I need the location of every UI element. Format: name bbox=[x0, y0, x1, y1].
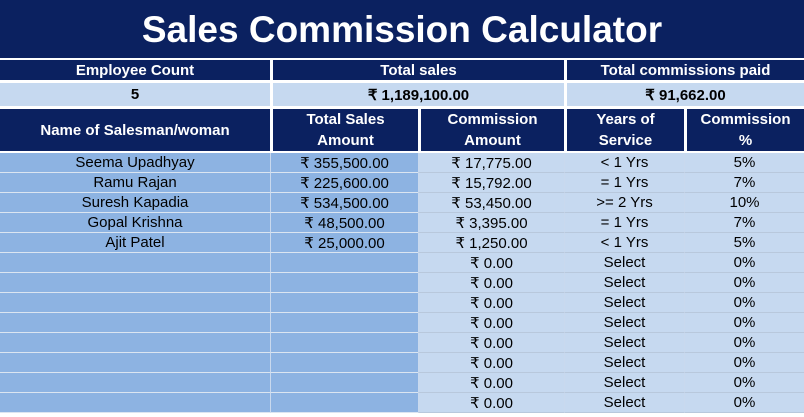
salesperson-name-cell[interactable]: Ramu Rajan bbox=[0, 173, 270, 193]
total-sales-cell[interactable]: ₹ 355,500.00 bbox=[270, 153, 418, 173]
total-sales-value: ₹ 1,189,100.00 bbox=[270, 83, 564, 106]
salesperson-name-cell[interactable] bbox=[0, 313, 270, 333]
total-sales-cell[interactable] bbox=[270, 313, 418, 333]
salesperson-name-cell[interactable] bbox=[0, 353, 270, 373]
total-commissions-label: Total commissions paid bbox=[564, 60, 804, 80]
total-commissions-value: ₹ 91,662.00 bbox=[564, 83, 804, 106]
years-of-service-select[interactable]: = 1 Yrs bbox=[564, 173, 684, 193]
years-of-service-select[interactable]: = 1 Yrs bbox=[564, 213, 684, 233]
commission-amount-cell: ₹ 17,775.00 bbox=[418, 153, 564, 173]
commission-percent-cell: 0% bbox=[684, 373, 804, 393]
table-row bbox=[0, 253, 804, 273]
commission-amount-cell: ₹ 0.00 bbox=[418, 293, 564, 313]
salesperson-name-cell[interactable]: Gopal Krishna bbox=[0, 213, 270, 233]
commission-percent-cell: 10% bbox=[684, 193, 804, 213]
table-row bbox=[0, 313, 804, 333]
total-sales-cell[interactable] bbox=[270, 393, 418, 413]
total-sales-cell[interactable] bbox=[270, 353, 418, 373]
salesperson-name-cell[interactable] bbox=[0, 293, 270, 313]
page-title: Sales Commission Calculator bbox=[0, 0, 804, 58]
years-of-service-select[interactable]: Select bbox=[564, 313, 684, 333]
table-row bbox=[0, 333, 804, 353]
salesperson-name-cell[interactable] bbox=[0, 333, 270, 353]
table-row bbox=[0, 193, 804, 213]
salesperson-name-cell[interactable]: Seema Upadhyay bbox=[0, 153, 270, 173]
column-header-commission-amount: Commission Amount bbox=[418, 109, 564, 151]
table-row bbox=[0, 213, 804, 233]
table-row bbox=[0, 393, 804, 413]
years-of-service-select[interactable]: Select bbox=[564, 353, 684, 373]
table-row bbox=[0, 153, 804, 173]
column-header-name: Name of Salesman/woman bbox=[0, 109, 270, 151]
table-row bbox=[0, 353, 804, 373]
commission-amount-cell: ₹ 0.00 bbox=[418, 313, 564, 333]
table-header-row bbox=[0, 109, 804, 151]
commission-percent-cell: 0% bbox=[684, 253, 804, 273]
total-sales-cell[interactable]: ₹ 48,500.00 bbox=[270, 213, 418, 233]
commission-amount-cell: ₹ 0.00 bbox=[418, 353, 564, 373]
column-header-total-sales: Total Sales Amount bbox=[270, 109, 418, 151]
summary-header-row bbox=[0, 60, 804, 80]
years-of-service-select[interactable]: < 1 Yrs bbox=[564, 233, 684, 253]
table-row bbox=[0, 293, 804, 313]
commission-amount-cell: ₹ 0.00 bbox=[418, 333, 564, 353]
table-row bbox=[0, 373, 804, 393]
years-of-service-select[interactable]: Select bbox=[564, 373, 684, 393]
commission-amount-cell: ₹ 0.00 bbox=[418, 393, 564, 413]
total-sales-label: Total sales bbox=[270, 60, 564, 80]
commission-percent-cell: 0% bbox=[684, 293, 804, 313]
salesperson-name-cell[interactable]: Suresh Kapadia bbox=[0, 193, 270, 213]
commission-percent-cell: 0% bbox=[684, 273, 804, 293]
salesperson-name-cell[interactable] bbox=[0, 253, 270, 273]
salesperson-name-cell[interactable] bbox=[0, 273, 270, 293]
salesperson-name-cell[interactable] bbox=[0, 393, 270, 413]
commission-percent-cell: 7% bbox=[684, 213, 804, 233]
employee-count-value: 5 bbox=[0, 83, 270, 106]
commission-amount-cell: ₹ 1,250.00 bbox=[418, 233, 564, 253]
table-row bbox=[0, 273, 804, 293]
total-sales-cell[interactable] bbox=[270, 333, 418, 353]
table-row bbox=[0, 233, 804, 253]
commission-percent-cell: 0% bbox=[684, 393, 804, 413]
commission-amount-cell: ₹ 0.00 bbox=[418, 273, 564, 293]
commission-percent-cell: 5% bbox=[684, 153, 804, 173]
total-sales-cell[interactable]: ₹ 25,000.00 bbox=[270, 233, 418, 253]
commission-percent-cell: 0% bbox=[684, 353, 804, 373]
salesperson-name-cell[interactable]: Ajit Patel bbox=[0, 233, 270, 253]
commission-amount-cell: ₹ 3,395.00 bbox=[418, 213, 564, 233]
total-sales-cell[interactable] bbox=[270, 253, 418, 273]
commission-amount-cell: ₹ 53,450.00 bbox=[418, 193, 564, 213]
years-of-service-select[interactable]: Select bbox=[564, 333, 684, 353]
years-of-service-select[interactable]: < 1 Yrs bbox=[564, 153, 684, 173]
years-of-service-select[interactable]: Select bbox=[564, 273, 684, 293]
years-of-service-select[interactable]: Select bbox=[564, 253, 684, 273]
total-sales-cell[interactable] bbox=[270, 293, 418, 313]
total-sales-cell[interactable]: ₹ 534,500.00 bbox=[270, 193, 418, 213]
employee-count-label: Employee Count bbox=[0, 60, 270, 80]
years-of-service-select[interactable]: Select bbox=[564, 293, 684, 313]
salesperson-name-cell[interactable] bbox=[0, 373, 270, 393]
commission-amount-cell: ₹ 15,792.00 bbox=[418, 173, 564, 193]
summary-value-row bbox=[0, 83, 804, 106]
commission-percent-cell: 0% bbox=[684, 313, 804, 333]
table-row bbox=[0, 173, 804, 193]
total-sales-cell[interactable]: ₹ 225,600.00 bbox=[270, 173, 418, 193]
years-of-service-select[interactable]: >= 2 Yrs bbox=[564, 193, 684, 213]
total-sales-cell[interactable] bbox=[270, 273, 418, 293]
commission-amount-cell: ₹ 0.00 bbox=[418, 373, 564, 393]
column-header-commission-percent: Commission % bbox=[684, 109, 804, 151]
commission-percent-cell: 0% bbox=[684, 333, 804, 353]
commission-percent-cell: 7% bbox=[684, 173, 804, 193]
commission-amount-cell: ₹ 0.00 bbox=[418, 253, 564, 273]
column-header-years-of-service: Years of Service bbox=[564, 109, 684, 151]
total-sales-cell[interactable] bbox=[270, 373, 418, 393]
commission-percent-cell: 5% bbox=[684, 233, 804, 253]
years-of-service-select[interactable]: Select bbox=[564, 393, 684, 413]
